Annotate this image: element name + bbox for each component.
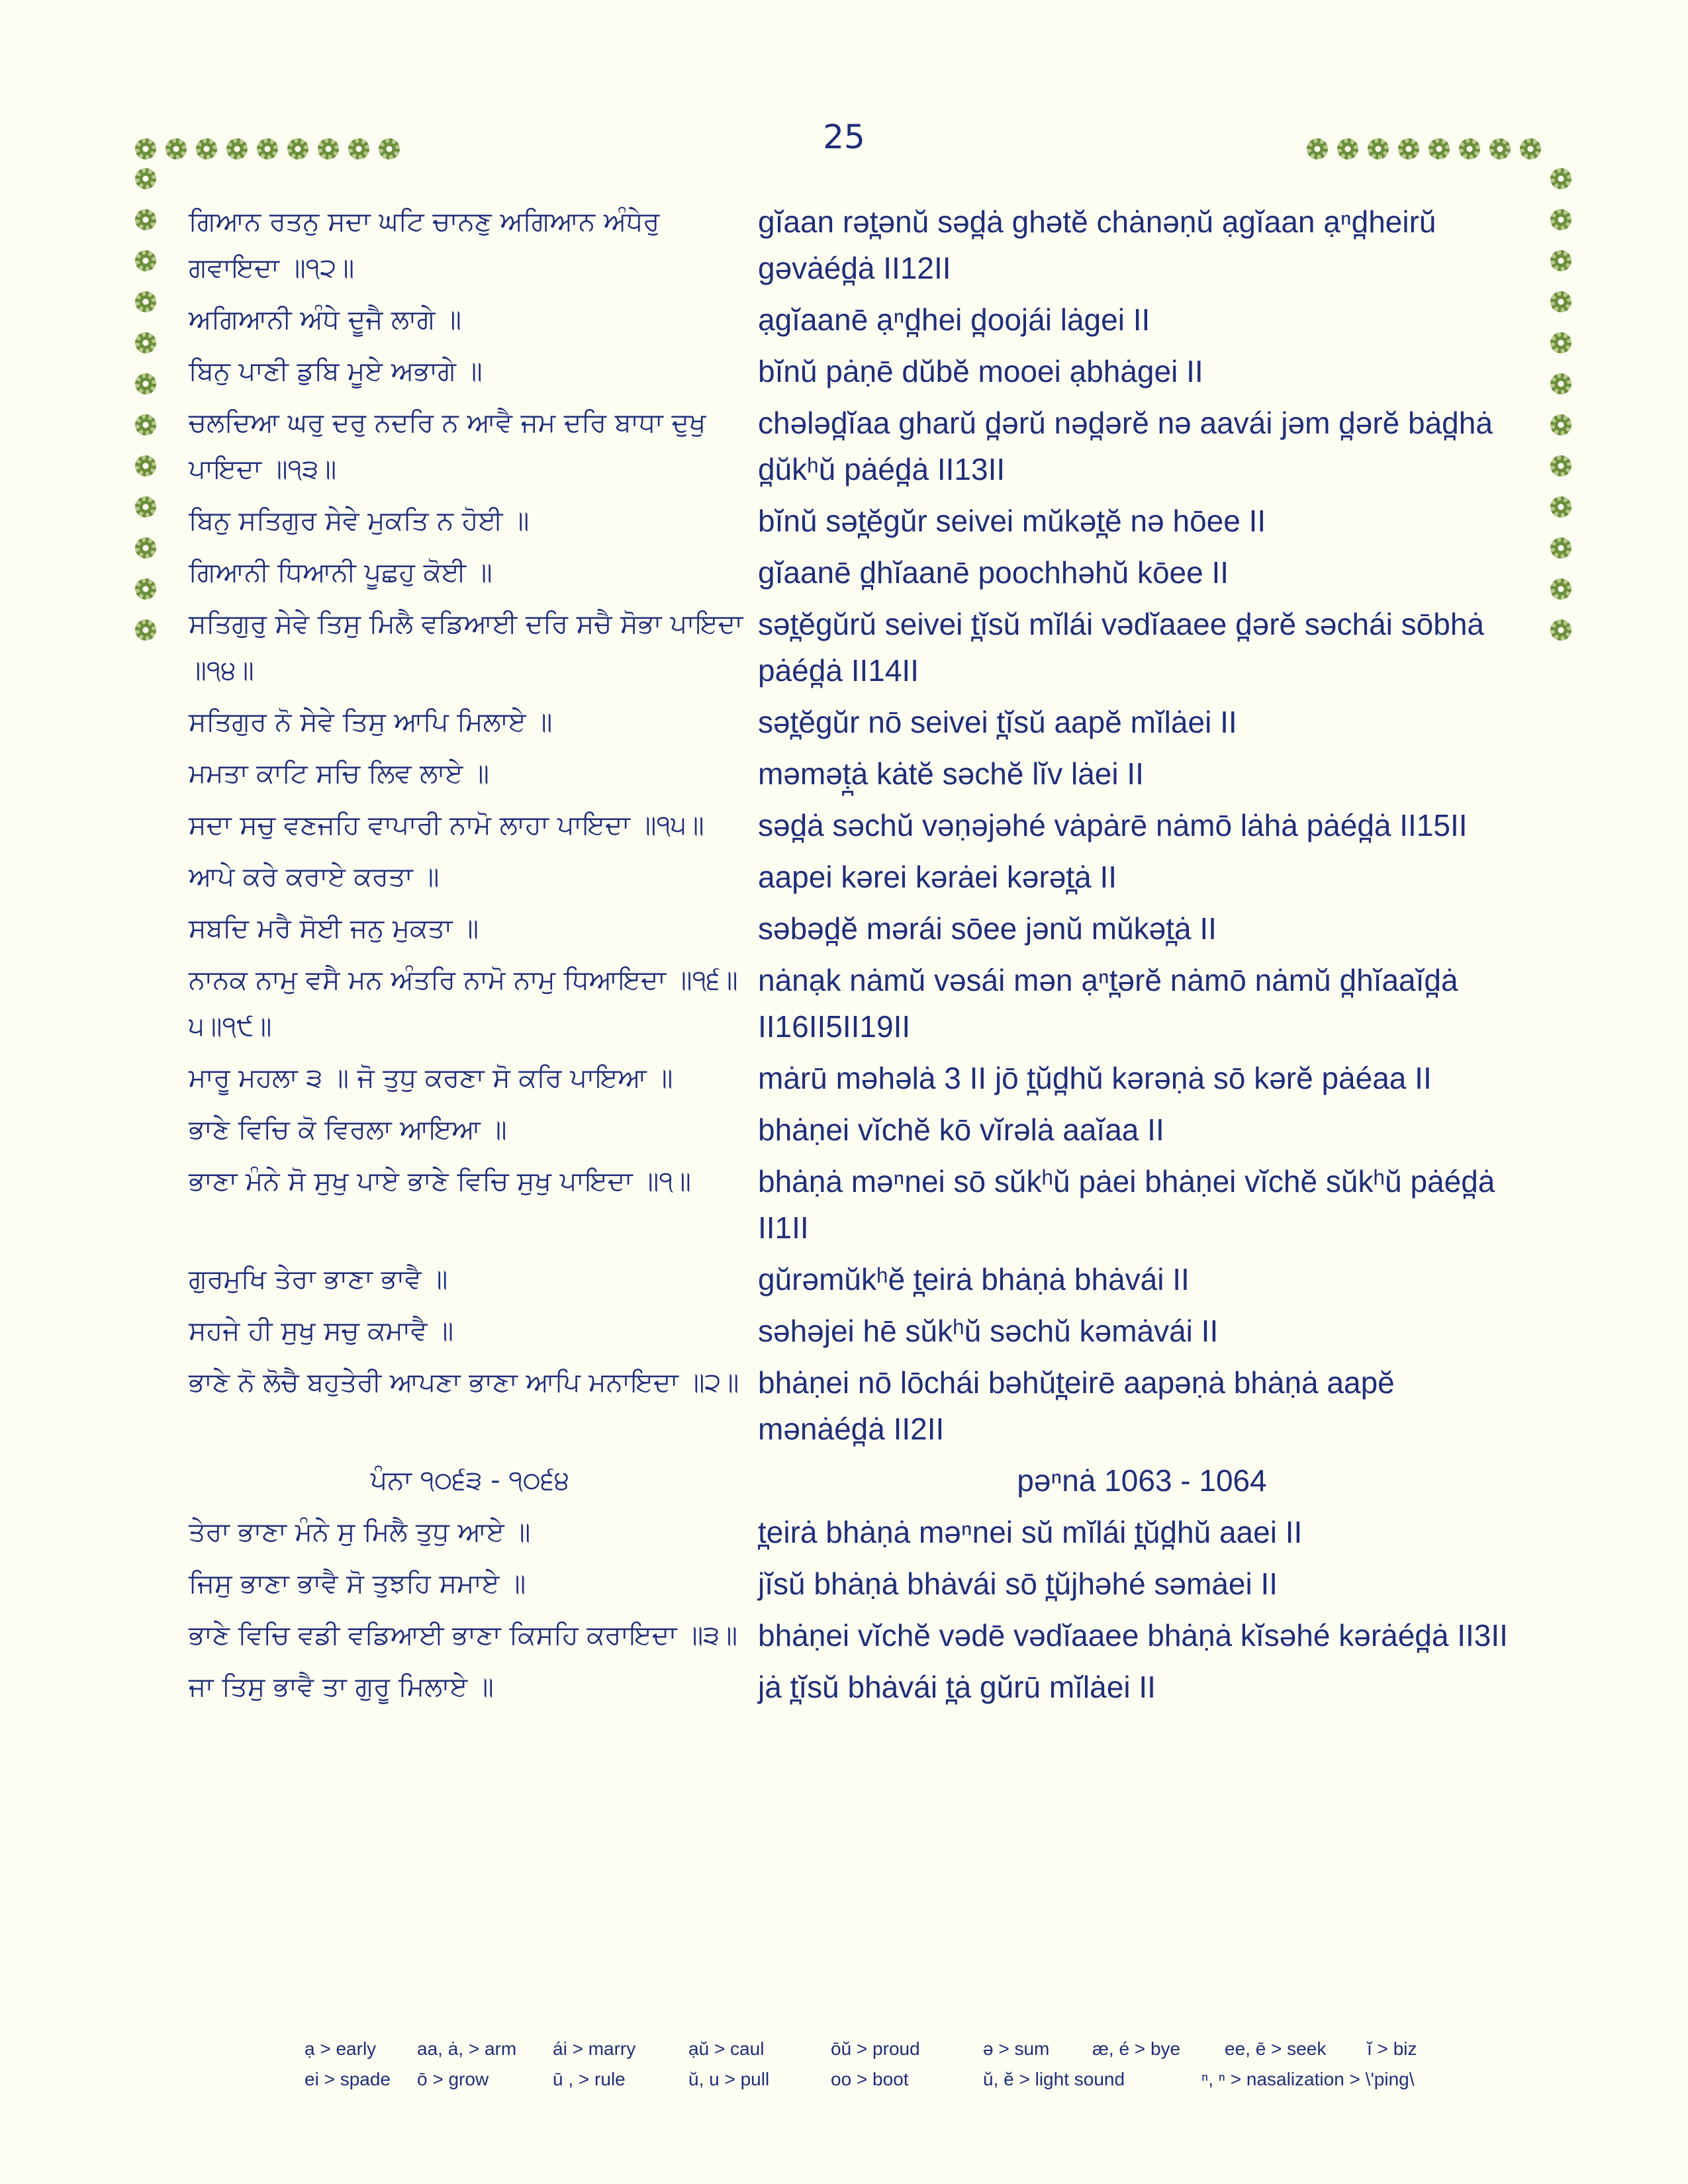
flower-ornament-icon [1548,330,1574,356]
flower-ornament-icon [163,136,189,162]
verse-row [189,1158,1526,1251]
flower-ornament-icon [132,453,159,479]
flower-ornament-icon [285,136,311,162]
verse-row [189,199,1526,291]
flower-ornament-icon [1548,494,1574,520]
flower-ornament-icon [1395,136,1422,162]
legend-item: ōŭ > proud [831,2038,920,2059]
flower-ornament-icon [1548,535,1574,561]
verse-row [189,1664,1526,1710]
flower-ornament-icon [132,371,159,397]
flower-ornament-icon [1548,412,1574,438]
verse-row [189,1256,1526,1302]
transliteration-text: bhȧṇei vĭchĕ vədē vədĭaaee bhȧṇȧ kĭsəhé kərȧéd̪ȧ II3II [758,1618,1508,1653]
verse-row [189,1308,1526,1354]
legend-item: ə > sum [983,2038,1050,2059]
gurmukhi-text: ਸਹਜੇ ਹੀ ਸੁਖੁ ਸਚੁ ਕਮਾਵੈ ॥ [189,1316,454,1346]
verse-row [189,296,1526,343]
flower-ornament-icon [132,206,159,233]
gurmukhi-text: ਆਪੇ ਕਰੇ ਕਰਾਏ ਕਰਤਾ ॥ [189,862,440,892]
border-top-right [1304,136,1544,162]
flower-ornament-icon [132,617,159,643]
transliteration-text: t̪eirȧ bhȧṇȧ məⁿnei sŭ mĭlái t̪ŭd̪hŭ aaei II [758,1515,1303,1549]
gurmukhi-text: ਭਾਣੇ ਵਿਚਿ ਵਡੀ ਵਡਿਆਈ ਭਾਣਾ ਕਿਸਹਿ ਕਰਾਇਦਾ ॥੩॥ [189,1620,738,1651]
verse-row [189,498,1526,544]
gurmukhi-text: ਬਿਨੁ ਸਤਿਗੁਰ ਸੇਵੇ ਮੁਕਤਿ ਨ ਹੋਈ ॥ [189,506,530,536]
gurmukhi-text: ਜਿਸੁ ਭਾਣਾ ਭਾਵੈ ਸੋ ਤੁਝਹਿ ਸਮਾਏ ॥ [189,1569,526,1599]
transliteration-text: chələd̪ĭaa gharŭ d̪ərŭ nəd̪ərĕ nə aavái jəm d̪ərĕ bȧd̪hȧ d̪ŭkʰŭ pȧéd̪ȧ II13II [758,406,1493,486]
flower-ornament-icon [1365,136,1391,162]
verse-row [189,751,1526,797]
legend-item: ei > spade [305,2069,391,2089]
flower-ornament-icon [346,136,372,162]
flower-ornament-icon [132,576,159,602]
transliteration-text: jĭsŭ bhȧṇȧ bhȧvái sō t̪ŭjhəhé səmȧei II [758,1567,1278,1601]
gurmukhi-text: ਮਮਤਾ ਕਾਟਿ ਸਚਿ ਲਿਵ ਲਾਏ ॥ [189,758,489,789]
verse-row [189,957,1526,1050]
legend-item: æ, é > bye [1092,2038,1181,2059]
transliteration-text: mȧrū məhəlȧ 3 II jō t̪ŭd̪hŭ kərəṇȧ sō kərĕ pȧéaa II [758,1061,1432,1095]
gurmukhi-text: ਗੁਰਮੁਖਿ ਤੇਰਾ ਭਾਣਾ ਭਾਵੈ ॥ [189,1264,448,1295]
transliteration-text: jȧ t̪ĭsŭ bhȧvái t̪ȧ gŭrū mĭlȧei II [758,1670,1156,1704]
border-left [132,165,159,643]
flower-ornament-icon [132,330,159,356]
flower-ornament-icon [1548,453,1574,479]
transliteration-text: bhȧṇei vĭchĕ kō vĭrəlȧ aaĭaa II [758,1113,1164,1147]
legend-item: ee, ē > seek [1225,2038,1327,2059]
transliteration-text: səd̪ȧ səchŭ vəṇəjəhé vȧpȧrē nȧmō lȧhȧ pȧéd̪ȧ II15II [758,808,1468,842]
gurmukhi-text: ਚਲਦਿਆ ਘਰੁ ਦਰੁ ਨਦਰਿ ਨ ਆਵੈ ਜਮ ਦਰਿ ਬਾਧਾ ਦੁਖੁ ਪਾਇਦਾ ॥੧੩॥ [189,408,706,484]
transliteration-text: sət̪ĕgŭr nō seivei t̪ĭsŭ aapĕ mĭlȧei II [758,705,1237,739]
legend-item: ū , > rule [553,2069,626,2089]
legend-item: ⁿ, ⁿ > nasalization > \'ping\ [1201,2069,1415,2089]
flower-ornament-icon [376,136,402,162]
page-number: 25 [823,118,865,156]
flower-ornament-icon [1548,576,1574,602]
legend-item: ạŭ > caul [688,2038,765,2059]
transliteration-text: aapei kərei kərȧei kərət̪ȧ II [758,860,1117,894]
verse-row [189,905,1526,952]
gurmukhi-text: ਮਾਰੂ ਮਹਲਾ ੩ ॥ ਜੋ ਤੁਧੁ ਕਰਣਾ ਸੋ ਕਰਿ ਪਾਇਆ ॥ [189,1063,673,1093]
flower-ornament-icon [1426,136,1452,162]
gurmukhi-text: ਭਾਣਾ ਮੰਨੇ ਸੋ ਸੁਖੁ ਪਾਏ ਭਾਣੇ ਵਿਚਿ ਸੁਖੁ ਪਾਇਦਾ ॥੧॥ [189,1166,691,1197]
legend-item: aa, ȧ, > arm [417,2038,517,2059]
flower-ornament-icon [132,494,159,520]
border-top-left [132,136,402,162]
gurmukhi-text: ਭਾਣੇ ਨੋ ਲੋਚੈ ਬਹੁਤੇਰੀ ਆਪਣਾ ਭਾਣਾ ਆਪਿ ਮਨਾਇਦਾ ॥੨॥ [189,1367,739,1398]
verse-row [189,549,1526,596]
flower-ornament-icon [1548,165,1574,192]
transliteration-text: gĭaan rət̪ənŭ səd̪ȧ ghətĕ chȧnəṇŭ ạgĭaan ạⁿd̪heirŭ gəvȧéd̪ȧ II12II [758,205,1436,285]
flower-ornament-icon [1548,371,1574,397]
verse-row [189,699,1526,745]
transliteration-text: gĭaanē d̪hĭaanē poochhəhŭ kōee II [758,555,1229,590]
flower-ornament-icon [132,535,159,561]
gurmukhi-page-reference: ਪੰਨਾ ੧੦੬੩ - ੧੦੬੪ [370,1465,570,1496]
verse-row [189,1359,1526,1452]
verse-row [189,400,1526,492]
gurmukhi-text: ਗਿਆਨ ਰਤਨੁ ਸਦਾ ਘਟਿ ਚਾਨਣੁ ਅਗਿਆਨ ਅੰਧੇਰੁ ਗਵਾਇਦਾ ॥੧੨॥ [189,206,660,283]
transliteration-text: bhȧṇȧ məⁿnei sō sŭkʰŭ pȧei bhȧṇei vĭchĕ sŭkʰŭ pȧéd̪ȧ II1II [758,1164,1495,1245]
transliteration-text: bĭnŭ sət̪ĕgŭr seivei mŭkət̪ĕ nə hōee II [758,504,1266,538]
flower-ornament-icon [132,165,159,192]
verse-row [189,1509,1526,1555]
transliteration-text: sət̪ĕgŭrŭ seivei t̪ĭsŭ mĭlái vədĭaaee d̪ərĕ səchái sōbhȧ pȧéd̪ȧ II14II [758,607,1484,688]
verse-list [189,199,1526,1715]
legend-item: ō > grow [417,2069,489,2089]
verse-row [189,1612,1526,1659]
legend-item: ĭ > biz [1367,2038,1417,2059]
flower-ornament-icon [132,412,159,438]
verse-row [189,854,1526,900]
flower-ornament-icon [1335,136,1361,162]
pronunciation-legend [305,2038,1496,2099]
flower-ornament-icon [193,136,220,162]
transliteration-text: səbəd̪ĕ mərái sōee jənŭ mŭkət̪ȧ II [758,911,1217,946]
verse-row [189,1107,1526,1153]
flower-ornament-icon [1548,289,1574,315]
gurmukhi-text: ਭਾਣੇ ਵਿਚਿ ਕੋ ਵਿਰਲਾ ਆਇਆ ॥ [189,1115,507,1145]
flower-ornament-icon [1548,248,1574,274]
verse-row [189,1055,1526,1101]
flower-ornament-icon [132,289,159,315]
flower-ornament-icon [1548,206,1574,233]
flower-ornament-icon [1548,617,1574,643]
gurmukhi-text: ਤੇਰਾ ਭਾਣਾ ਮੰਨੇ ਸੁ ਮਿਲੈ ਤੁਧੁ ਆਏ ॥ [189,1517,531,1547]
flower-ornament-icon [254,136,281,162]
page-reference-row [189,1457,1526,1504]
border-right [1548,165,1574,643]
gurmukhi-text: ਜਾ ਤਿਸੁ ਭਾਵੈ ਤਾ ਗੁਰੂ ਮਿਲਾਏ ॥ [189,1672,494,1702]
transliteration-text: ạgĭaanē ạⁿd̪hei d̪oojái lȧgei II [758,302,1150,337]
legend-item: ŭ, u > pull [688,2069,770,2089]
flower-ornament-icon [1304,136,1331,162]
gurmukhi-text: ਅਗਿਆਨੀ ਅੰਧੇ ਦੂਜੈ ਲਾਗੇ ॥ [189,304,462,335]
gurmukhi-text: ਸਤਿਗੁਰ ਨੋ ਸੇਵੇ ਤਿਸੁ ਆਪਿ ਮਿਲਾਏ ॥ [189,707,553,737]
legend-row [305,2038,1496,2060]
transliteration-text: səhəjei hē sŭkʰŭ səchŭ kəmȧvái II [758,1314,1219,1348]
transliteration-text: nȧnạk nȧmŭ vəsái mən ạⁿt̪ərĕ nȧmō nȧmŭ d̪hĭaaĭd̪ȧ II16II5II19II [758,963,1458,1044]
gurmukhi-text: ਸਦਾ ਸਚੁ ਵਣਜਹਿ ਵਾਪਾਰੀ ਨਾਮੋ ਲਾਹਾ ਪਾਇਦਾ ॥੧੫॥ [189,810,704,841]
verse-row [189,802,1526,848]
legend-item: oo > boot [831,2069,909,2089]
flower-ornament-icon [1487,136,1513,162]
flower-ornament-icon [1517,136,1544,162]
transliteration-text: məməṭ̪ȧ kȧtĕ səchĕ lĭv lȧei II [758,756,1144,791]
verse-row [189,601,1526,694]
flower-ornament-icon [132,136,159,162]
gurmukhi-text: ਬਿਨੁ ਪਾਣੀ ਡੁਬਿ ਮੂਏ ਅਭਾਗੇ ॥ [189,356,483,387]
flower-ornament-icon [1456,136,1483,162]
transliteration-text: gŭrəmŭkʰĕ t̪eirȧ bhȧṇȧ bhȧvái II [758,1262,1190,1297]
flower-ornament-icon [132,248,159,274]
gurmukhi-text: ਸਤਿਗੁਰੁ ਸੇਵੇ ਤਿਸੁ ਮਿਲੈ ਵਡਿਆਈ ਦਰਿ ਸਚੈ ਸੋਭਾ ਪਾਇਦਾ ॥੧੪॥ [189,609,743,686]
legend-item: ŭ, ĕ > light sound [983,2069,1125,2089]
flower-ornament-icon [315,136,342,162]
gurmukhi-text: ਨਾਨਕ ਨਾਮੁ ਵਸੈ ਮਨ ਅੰਤਰਿ ਨਾਮੋ ਨਾਮੁ ਧਿਆਇਦਾ ॥੧੬॥੫॥੧੯॥ [189,965,738,1042]
verse-row [189,1561,1526,1607]
transliteration-page-reference: pəⁿnȧ 1063 - 1064 [1017,1463,1267,1498]
gurmukhi-text: ਗਿਆਨੀ ਧਿਆਨੀ ਪੂਛਹੁ ਕੋਈ ॥ [189,557,492,588]
legend-row [305,2069,1496,2090]
flower-ornament-icon [224,136,250,162]
transliteration-text: bĭnŭ pȧṇē dŭbĕ mooei ạbhȧgei II [758,354,1203,388]
legend-item: ái > marry [553,2038,636,2059]
verse-row [189,348,1526,394]
gurmukhi-text: ਸਬਦਿ ਮਰੈ ਸੋਈ ਜਨੁ ਮੁਕਤਾ ॥ [189,913,479,944]
transliteration-text: bhȧṇei nō lōchái bəhŭt̪eirē aapəṇȧ bhȧṇȧ aapĕ mənȧéd̪ȧ II2II [758,1365,1395,1446]
legend-item: ạ > early [305,2038,377,2059]
